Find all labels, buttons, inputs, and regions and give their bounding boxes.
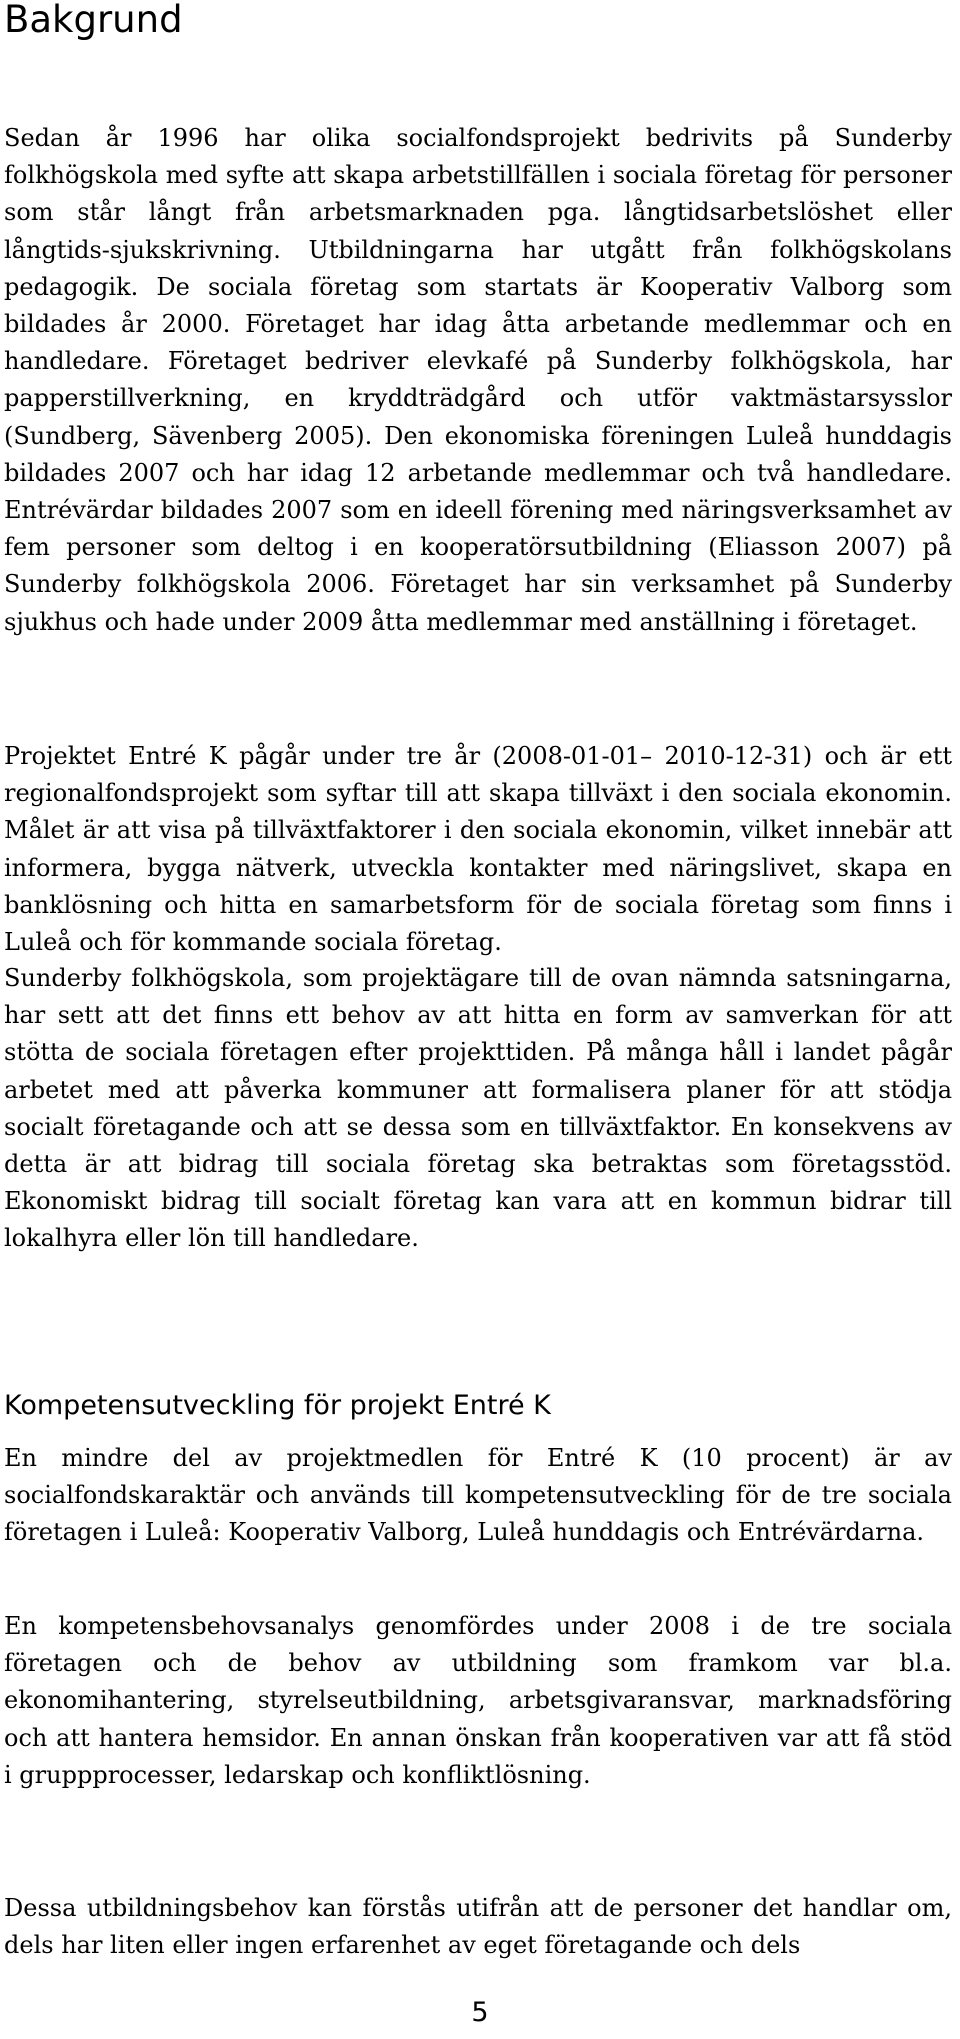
paragraph-training-needs: Dessa utbildningsbehov kan förstås utifrån att de personer det handlar om, dels har liten eller ingen erfarenhet av eget företagande och dels (4, 1894, 952, 1960)
paragraph-project-owner: Sunderby folkhögskola, som projektägare till de ovan nämnda satsningarna, har sett att det finns ett behov av att hitta en form av samverkan för att stötta de sociala företagen efter projekttiden. På många håll i landet pågår arbetet med att påverka kommuner att formalisera planer för att stödja socialt företagande och att se dessa som en tillväxtfaktor. En konsekvens av detta är att bidrag till sociala företag ska betraktas som företagsstöd. Ekonomiskt bidrag till socialt företag kan vara att en kommun bidrar till lokalhyra eller lön till handledare. (4, 964, 952, 1253)
paragraph-needs-analysis: En kompetensbehovsanalys genomfördes under 2008 i de tre sociala företagen och de behov av utbildning som framkom var bl.a. ekonomihantering, styrelseutbildning, arbetsgivaransvar, marknadsföring och att hantera hemsidor. En annan önskan från kooperativen var att få stöd i gruppprocesser, ledarskap och konfliktlösning. (4, 1612, 952, 1789)
subsection-heading: Kompetensutveckling för projekt Entré K (4, 1390, 551, 1421)
paragraph-project-entre-k: Projektet Entré K pågår under tre år (2008-01-01– 2010-12-31) och är ett regionalfondsprojekt som syftar till att skapa tillväxt i den sociala ekonomin. Målet är att visa på tillväxtfaktorer i den sociala ekonomin, vilket innebär att informera, bygga nätverk, utveckla kontakter med näringslivet, skapa en banklösning och hitta en samarbetsform för de sociala företag som finns i Luleå och för kommande sociala företag. (4, 742, 952, 957)
paragraph-competence-funds: En mindre del av projektmedlen för Entré K (10 procent) är av socialfondskaraktär och används till kompetensutveckling för de tre sociala företagen i Luleå: Kooperativ Valborg, Luleå hunddagis och Entrévärdarna. (4, 1444, 952, 1547)
page-number: 5 (471, 1997, 489, 2028)
paragraph-background-history: Sedan år 1996 har olika socialfondsprojekt bedrivits på Sunderby folkhögskola med syfte att skapa arbetstillfällen i sociala företag för personer som står långt från arbetsmarknaden pga. långtidsarbetslöshet eller långtids-sjukskrivning. Utbildningarna har utgått från folkhögskolans pedagogik. De sociala företag som startats är Kooperativ Valborg som bildades år 2000. Företaget har idag åtta arbetande medlemmar och en handledare. Företaget bedriver elevkafé på Sunderby folkhögskola, har papperstillverkning, en kryddträdgård och utför vaktmästarsysslor (Sundberg, Sävenberg 2005). Den ekonomiska föreningen Luleå hunddagis bildades 2007 och har idag 12 arbetande medlemmar och två handledare. Entrévärdar bildades 2007 som en ideell förening med näringsverksamhet av fem personer som deltog i en kooperatörsutbildning (Eliasson 2007) på Sunderby folkhögskola 2006. Företaget har sin verksamhet på Sunderby sjukhus och hade under 2009 åtta medlemmar med anställning i företaget. (4, 124, 952, 636)
section-heading: Bakgrund (4, 0, 183, 41)
